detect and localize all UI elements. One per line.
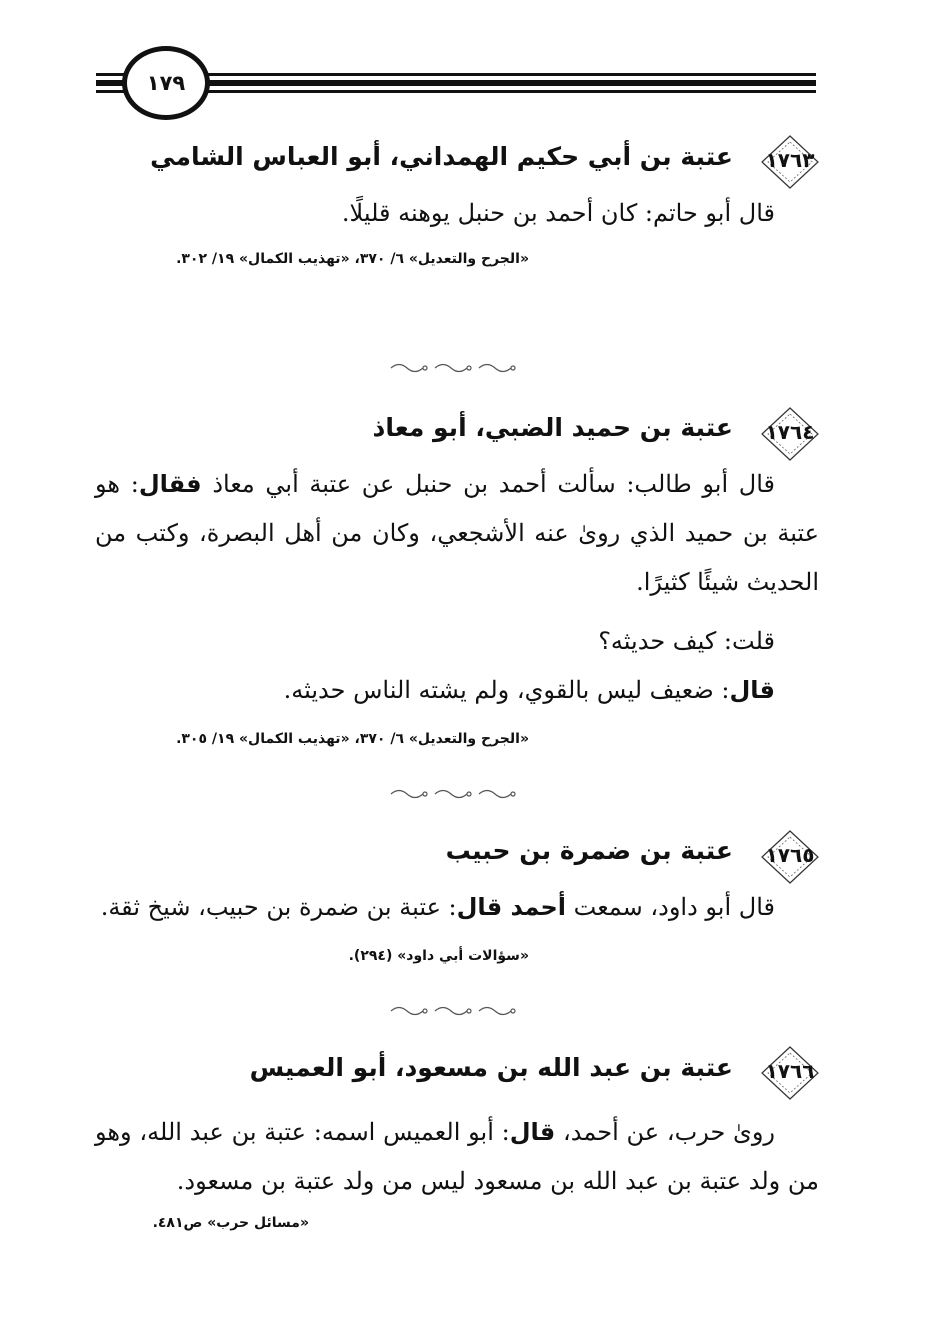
entry-number-medallion	[760, 406, 820, 462]
page-number: ١٧٩	[146, 71, 186, 95]
entry-text-part: : أبو العميس اسمه: عتبة بن عبد الله، وهو من ولد عتبة بن عبد الله بن مسعود ليس من ولد عتبة بن مسعود.	[95, 1118, 819, 1195]
entry-text-part: : عتبة بن ضمرة بن حبيب، شيخ ثقة.	[100, 893, 457, 921]
entry-text: : ضعيف ليس بالقوي، ولم يشته الناس حديثه.	[283, 676, 730, 704]
entry-answer	[284, 676, 775, 704]
entry-source: «الجرح والتعديل» ٦/ ٣٧٠، «تهذيب الكمال» ١٩/ ٣٠٥.	[176, 731, 529, 747]
entry-title: عتبة بن عبد الله بن مسعود، أبو العميس	[249, 1053, 733, 1082]
entry-source: «الجرح والتعديل» ٦/ ٣٧٠، «تهذيب الكمال» ١٩/ ٣٠٢.	[176, 251, 529, 267]
entry-question: قلت: كيف حديثه؟	[598, 627, 775, 655]
entry-text-part: روىٰ حرب، عن أحمد،	[555, 1118, 775, 1146]
entry-number: ١٧٦٦	[765, 1059, 815, 1083]
entry-number-medallion	[760, 1045, 820, 1101]
keyword-qal: قال	[509, 1118, 556, 1146]
entry-number-medallion	[760, 134, 820, 190]
entry-source: «سؤالات أبي داود» (٢٩٤).	[348, 948, 529, 964]
entry-text	[101, 893, 775, 921]
entry-source: «مسائل حرب» ص٤٨١.	[152, 1215, 309, 1231]
entry-number: ١٧٦٤	[765, 420, 815, 444]
entry-paragraph	[95, 460, 819, 607]
separator-ornament-icon	[383, 787, 533, 801]
entry-text-part: قال أبو داود، سمعت	[566, 893, 775, 921]
keyword-fqal: فقال	[138, 470, 202, 498]
entry-title: عتبة بن حميد الضبي، أبو معاذ	[372, 413, 733, 442]
separator-ornament-icon	[383, 1004, 533, 1018]
separator-ornament-icon	[383, 361, 533, 375]
page-number-badge	[122, 46, 210, 120]
entry-title: عتبة بن أبي حكيم الهمداني، أبو العباس الشامي	[150, 142, 733, 171]
entry-number: ١٧٦٥	[765, 843, 815, 867]
entry-paragraph	[95, 1108, 819, 1206]
entry-text: : هو عتبة بن حميد الذي روىٰ عنه الأشجعي، وكان من أهل البصرة، وكتب من الحديث شيئًا كثيرًا.	[95, 470, 819, 596]
entry-text: قال أبو حاتم: كان أحمد بن حنبل يوهنه قليلًا.	[341, 199, 775, 227]
entry-text: قال أبو طالب: سألت أحمد بن حنبل عن عتبة أبي معاذ	[212, 470, 776, 498]
entry-number-medallion	[760, 829, 820, 885]
keyword-ahmad-qal: أحمد قال	[456, 893, 566, 921]
keyword-qal: قال	[729, 676, 775, 704]
entry-title: عتبة بن ضمرة بن حبيب	[445, 836, 733, 865]
entry-number: ١٧٦٣	[765, 148, 815, 172]
